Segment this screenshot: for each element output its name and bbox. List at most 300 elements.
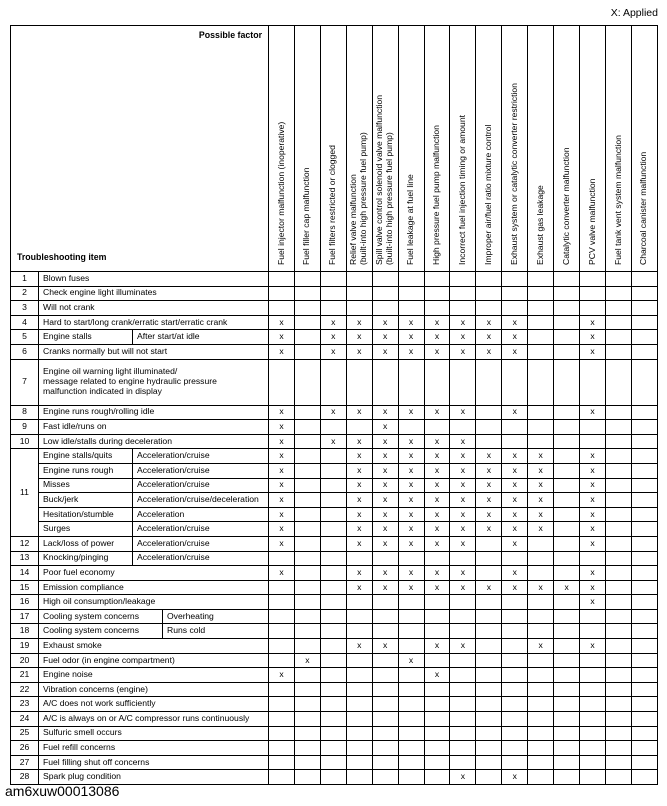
empty-cell (631, 668, 657, 683)
applied-mark: x (424, 330, 450, 345)
empty-cell (476, 624, 502, 639)
empty-cell (476, 639, 502, 654)
empty-cell (554, 624, 580, 639)
empty-cell (631, 301, 657, 316)
empty-cell (372, 286, 398, 301)
empty-cell (424, 551, 450, 566)
legend-applied: X: Applied (610, 7, 658, 19)
table-row (11, 359, 658, 405)
empty-cell (528, 566, 554, 581)
empty-cell (294, 741, 320, 756)
applied-mark: x (528, 493, 554, 508)
empty-cell (346, 770, 372, 785)
empty-cell (346, 624, 372, 639)
empty-cell (320, 580, 346, 595)
empty-cell (294, 463, 320, 478)
table-row (11, 536, 658, 551)
empty-cell (372, 609, 398, 624)
applied-mark: x (269, 463, 295, 478)
applied-mark: x (502, 405, 528, 420)
empty-cell (580, 668, 606, 683)
empty-cell (294, 536, 320, 551)
empty-cell (398, 551, 424, 566)
row-number: 8 (11, 405, 39, 420)
empty-cell (631, 286, 657, 301)
applied-mark: x (502, 330, 528, 345)
empty-cell (476, 726, 502, 741)
empty-cell (346, 668, 372, 683)
empty-cell (424, 653, 450, 668)
row-number: 26 (11, 741, 39, 756)
empty-cell (450, 726, 476, 741)
empty-cell (631, 682, 657, 697)
table-row (11, 272, 658, 287)
applied-mark: x (346, 449, 372, 464)
empty-cell (631, 449, 657, 464)
applied-mark: x (502, 463, 528, 478)
empty-cell (580, 551, 606, 566)
empty-cell (294, 712, 320, 727)
applied-mark: x (294, 653, 320, 668)
table-row (11, 493, 658, 508)
applied-mark: x (580, 507, 606, 522)
applied-mark: x (372, 405, 398, 420)
empty-cell (424, 770, 450, 785)
factor-label: Charcoal canister malfunction (638, 151, 649, 265)
factor-header (476, 26, 502, 272)
empty-cell (580, 359, 606, 405)
empty-cell (528, 420, 554, 435)
empty-cell (476, 536, 502, 551)
empty-cell (580, 653, 606, 668)
empty-cell (346, 741, 372, 756)
applied-mark: x (346, 580, 372, 595)
troubleshooting-item: Blown fuses (39, 272, 269, 287)
empty-cell (294, 770, 320, 785)
empty-cell (398, 741, 424, 756)
empty-cell (372, 697, 398, 712)
applied-mark: x (398, 344, 424, 359)
row-number: 27 (11, 755, 39, 770)
empty-cell (631, 639, 657, 654)
item-condition: Acceleration/cruise (133, 463, 269, 478)
troubleshooting-item: Sulfuric smell occurs (39, 726, 269, 741)
empty-cell (320, 286, 346, 301)
empty-cell (372, 653, 398, 668)
empty-cell (554, 682, 580, 697)
empty-cell (424, 595, 450, 610)
empty-cell (502, 741, 528, 756)
empty-cell (346, 420, 372, 435)
empty-cell (554, 726, 580, 741)
troubleshooting-item: Will not crank (39, 301, 269, 316)
empty-cell (424, 726, 450, 741)
empty-cell (424, 609, 450, 624)
empty-cell (476, 697, 502, 712)
empty-cell (528, 682, 554, 697)
factor-header (398, 26, 424, 272)
applied-mark: x (580, 566, 606, 581)
empty-cell (269, 272, 295, 287)
row-number: 16 (11, 595, 39, 610)
empty-cell (502, 551, 528, 566)
applied-mark: x (424, 315, 450, 330)
empty-cell (605, 639, 631, 654)
empty-cell (320, 301, 346, 316)
applied-mark: x (398, 449, 424, 464)
applied-mark: x (502, 522, 528, 537)
empty-cell (502, 668, 528, 683)
empty-cell (605, 359, 631, 405)
applied-mark: x (372, 639, 398, 654)
empty-cell (476, 272, 502, 287)
empty-cell (398, 682, 424, 697)
empty-cell (294, 330, 320, 345)
applied-mark: x (372, 420, 398, 435)
applied-mark: x (424, 463, 450, 478)
empty-cell (450, 624, 476, 639)
empty-cell (424, 755, 450, 770)
applied-mark: x (398, 463, 424, 478)
empty-cell (502, 726, 528, 741)
empty-cell (450, 668, 476, 683)
applied-mark: x (528, 507, 554, 522)
table-row (11, 741, 658, 756)
empty-cell (502, 755, 528, 770)
empty-cell (450, 272, 476, 287)
empty-cell (476, 420, 502, 435)
applied-mark: x (450, 330, 476, 345)
table-row (11, 595, 658, 610)
table-row (11, 330, 658, 345)
applied-mark: x (580, 595, 606, 610)
empty-cell (554, 770, 580, 785)
empty-cell (450, 420, 476, 435)
applied-mark: x (372, 463, 398, 478)
applied-mark: x (320, 315, 346, 330)
empty-cell (269, 551, 295, 566)
empty-cell (605, 315, 631, 330)
empty-cell (528, 344, 554, 359)
empty-cell (580, 301, 606, 316)
empty-cell (476, 566, 502, 581)
empty-cell (554, 420, 580, 435)
empty-cell (294, 624, 320, 639)
empty-cell (528, 359, 554, 405)
empty-cell (580, 741, 606, 756)
empty-cell (269, 301, 295, 316)
table-row (11, 463, 658, 478)
troubleshooting-item: Emission compliance (39, 580, 269, 595)
applied-mark: x (476, 463, 502, 478)
applied-mark: x (346, 330, 372, 345)
table-row (11, 609, 658, 624)
empty-cell (398, 286, 424, 301)
factor-label: Incorrect fuel injection timing or amount (456, 114, 467, 265)
empty-cell (294, 420, 320, 435)
empty-cell (269, 770, 295, 785)
empty-cell (554, 493, 580, 508)
applied-mark: x (580, 493, 606, 508)
figure-code: am6xuw00013086 (5, 783, 120, 799)
empty-cell (320, 463, 346, 478)
empty-cell (476, 434, 502, 449)
empty-cell (605, 566, 631, 581)
item-condition: Acceleration/cruise (133, 536, 269, 551)
empty-cell (294, 434, 320, 449)
applied-mark: x (269, 522, 295, 537)
table-row (11, 434, 658, 449)
applied-mark: x (269, 434, 295, 449)
empty-cell (554, 595, 580, 610)
empty-cell (372, 712, 398, 727)
applied-mark: x (502, 566, 528, 581)
empty-cell (346, 286, 372, 301)
applied-mark: x (450, 449, 476, 464)
empty-cell (605, 609, 631, 624)
applied-mark: x (450, 344, 476, 359)
empty-cell (554, 286, 580, 301)
applied-mark: x (580, 315, 606, 330)
applied-mark: x (424, 566, 450, 581)
empty-cell (554, 507, 580, 522)
applied-mark: x (450, 639, 476, 654)
empty-cell (631, 507, 657, 522)
table-row (11, 653, 658, 668)
factor-label: Exhaust system or catalytic converter restriction (508, 82, 519, 265)
empty-cell (605, 344, 631, 359)
applied-mark: x (424, 493, 450, 508)
troubleshooting-item: Engine stalls/quits (39, 449, 133, 464)
factor-header (424, 26, 450, 272)
troubleshooting-item: Knocking/pinging (39, 551, 133, 566)
empty-cell (476, 712, 502, 727)
applied-mark: x (424, 668, 450, 683)
empty-cell (605, 330, 631, 345)
empty-cell (320, 522, 346, 537)
troubleshooting-item: Spark plug condition (39, 770, 269, 785)
empty-cell (450, 286, 476, 301)
empty-cell (605, 624, 631, 639)
empty-cell (528, 770, 554, 785)
applied-mark: x (450, 580, 476, 595)
empty-cell (528, 315, 554, 330)
applied-mark: x (502, 580, 528, 595)
empty-cell (605, 712, 631, 727)
empty-cell (320, 682, 346, 697)
empty-cell (320, 609, 346, 624)
factor-header (580, 26, 606, 272)
empty-cell (476, 682, 502, 697)
item-condition: After start/at idle (133, 330, 269, 345)
table-row (11, 420, 658, 435)
applied-mark: x (476, 522, 502, 537)
empty-cell (476, 359, 502, 405)
item-condition: Acceleration/cruise (133, 551, 269, 566)
empty-cell (346, 682, 372, 697)
applied-mark: x (346, 566, 372, 581)
troubleshooting-item: Engine runs rough (39, 463, 133, 478)
empty-cell (450, 551, 476, 566)
applied-mark: x (476, 580, 502, 595)
empty-cell (554, 551, 580, 566)
applied-mark: x (398, 522, 424, 537)
applied-mark: x (269, 478, 295, 493)
troubleshooting-item: Hesitation/stumble (39, 507, 133, 522)
item-condition: Overheating (163, 609, 269, 624)
factor-header (502, 26, 528, 272)
applied-mark: x (424, 478, 450, 493)
applied-mark: x (476, 449, 502, 464)
factor-header (605, 26, 631, 272)
applied-mark: x (398, 580, 424, 595)
empty-cell (424, 697, 450, 712)
empty-cell (580, 755, 606, 770)
applied-mark: x (476, 330, 502, 345)
empty-cell (580, 286, 606, 301)
factor-label: Fuel filler cap malfunction (301, 167, 312, 265)
applied-mark: x (502, 449, 528, 464)
empty-cell (554, 536, 580, 551)
empty-cell (554, 405, 580, 420)
empty-cell (320, 536, 346, 551)
empty-cell (294, 286, 320, 301)
applied-mark: x (398, 536, 424, 551)
empty-cell (269, 682, 295, 697)
empty-cell (502, 595, 528, 610)
empty-cell (605, 595, 631, 610)
applied-mark: x (450, 770, 476, 785)
empty-cell (605, 478, 631, 493)
empty-cell (631, 272, 657, 287)
factor-header (372, 26, 398, 272)
applied-mark: x (269, 315, 295, 330)
empty-cell (269, 653, 295, 668)
empty-cell (424, 420, 450, 435)
table-row (11, 405, 658, 420)
troubleshooting-item: Hard to start/long crank/erratic start/erratic crank (39, 315, 269, 330)
applied-mark: x (372, 330, 398, 345)
empty-cell (605, 668, 631, 683)
empty-cell (450, 359, 476, 405)
table-row (11, 566, 658, 581)
troubleshooting-item: Poor fuel economy (39, 566, 269, 581)
empty-cell (605, 726, 631, 741)
applied-mark: x (346, 478, 372, 493)
empty-cell (554, 741, 580, 756)
applied-mark: x (398, 507, 424, 522)
applied-mark: x (528, 580, 554, 595)
factor-label: Fuel injector malfunction (inoperative) (275, 121, 286, 265)
empty-cell (554, 639, 580, 654)
applied-mark: x (554, 580, 580, 595)
empty-cell (605, 755, 631, 770)
empty-cell (554, 449, 580, 464)
empty-cell (294, 595, 320, 610)
troubleshooting-item-label: Troubleshooting item (17, 251, 107, 262)
empty-cell (269, 741, 295, 756)
troubleshooting-item: Low idle/stalls during deceleration (39, 434, 269, 449)
empty-cell (294, 682, 320, 697)
empty-cell (528, 595, 554, 610)
empty-cell (476, 551, 502, 566)
applied-mark: x (580, 449, 606, 464)
applied-mark: x (502, 478, 528, 493)
empty-cell (450, 741, 476, 756)
empty-cell (528, 653, 554, 668)
empty-cell (554, 697, 580, 712)
empty-cell (294, 697, 320, 712)
empty-cell (346, 301, 372, 316)
applied-mark: x (320, 344, 346, 359)
troubleshooting-item: Vibration concerns (engine) (39, 682, 269, 697)
applied-mark: x (580, 330, 606, 345)
applied-mark: x (424, 536, 450, 551)
empty-cell (320, 566, 346, 581)
empty-cell (580, 726, 606, 741)
applied-mark: x (476, 507, 502, 522)
row-number: 13 (11, 551, 39, 566)
factor-header (320, 26, 346, 272)
troubleshooting-item: Exhaust smoke (39, 639, 269, 654)
applied-mark: x (346, 344, 372, 359)
applied-mark: x (269, 536, 295, 551)
empty-cell (631, 770, 657, 785)
empty-cell (554, 522, 580, 537)
empty-cell (605, 653, 631, 668)
factor-label: Catalytic converter malfunction (560, 147, 571, 265)
troubleshooting-item: Misses (39, 478, 133, 493)
troubleshooting-item: Engine runs rough/rolling idle (39, 405, 269, 420)
empty-cell (320, 420, 346, 435)
empty-cell (424, 272, 450, 287)
empty-cell (320, 507, 346, 522)
empty-cell (294, 580, 320, 595)
factor-label: Fuel tank vent system malfunction (612, 134, 623, 265)
empty-cell (346, 726, 372, 741)
empty-cell (269, 580, 295, 595)
empty-cell (554, 359, 580, 405)
empty-cell (605, 286, 631, 301)
empty-cell (372, 595, 398, 610)
applied-mark: x (424, 405, 450, 420)
applied-mark: x (372, 493, 398, 508)
empty-cell (631, 359, 657, 405)
empty-cell (346, 272, 372, 287)
empty-cell (554, 463, 580, 478)
empty-cell (631, 566, 657, 581)
applied-mark: x (528, 449, 554, 464)
empty-cell (605, 449, 631, 464)
empty-cell (580, 624, 606, 639)
item-condition: Acceleration/cruise (133, 449, 269, 464)
applied-mark: x (450, 434, 476, 449)
applied-mark: x (476, 493, 502, 508)
empty-cell (398, 420, 424, 435)
empty-cell (631, 726, 657, 741)
empty-cell (269, 726, 295, 741)
empty-cell (554, 315, 580, 330)
factor-header-row (11, 26, 658, 272)
applied-mark: x (424, 449, 450, 464)
factor-header (554, 26, 580, 272)
table-row (11, 522, 658, 537)
troubleshooting-item: Cooling system concerns (39, 609, 163, 624)
applied-mark: x (269, 420, 295, 435)
empty-cell (528, 624, 554, 639)
empty-cell (269, 609, 295, 624)
factor-label: Improper air/fuel ratio mixture control (482, 124, 493, 265)
